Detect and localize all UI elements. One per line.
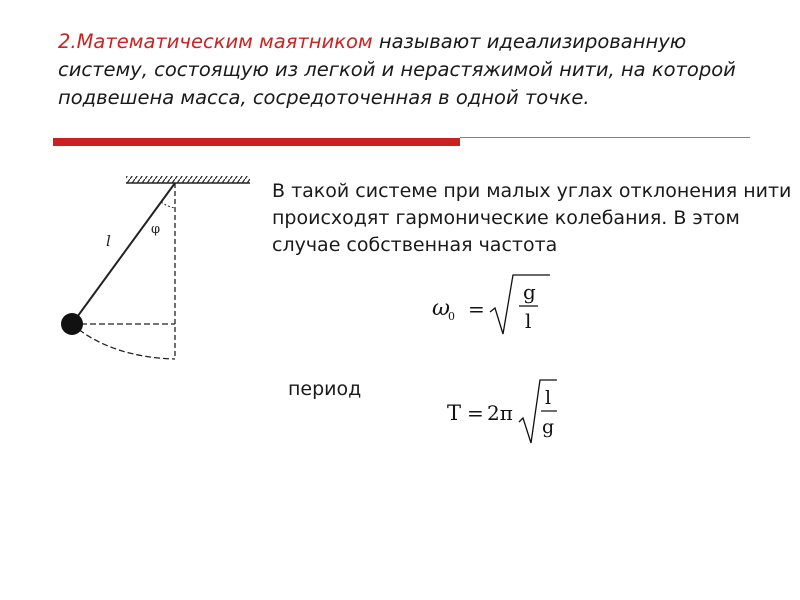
period-equals: =	[467, 401, 484, 425]
pendulum-string	[72, 183, 175, 324]
length-label: l	[106, 232, 111, 250]
heading-accent: 2.Математическим маятником	[58, 30, 373, 53]
period-label: период	[288, 378, 362, 400]
title-underline-thick	[53, 138, 460, 146]
period-symbol: T	[447, 401, 462, 425]
swing-arc	[72, 324, 175, 359]
title-underline-thin	[460, 137, 750, 138]
frequency-equals: =	[468, 297, 485, 321]
heading-rest: называют идеализированную систему, состоящую из легкой и нерастяжимой нити, на которой подвешена масса, сосредоточенная в одной точке.	[58, 30, 736, 109]
omega-symbol: ω	[432, 296, 450, 321]
slide-heading	[58, 28, 773, 112]
period-numerator: l	[545, 387, 552, 409]
frequency-radical	[490, 275, 550, 334]
frequency-formula	[430, 270, 550, 340]
frequency-numerator: g	[523, 280, 536, 304]
period-formula	[445, 375, 560, 447]
period-factor: 2π	[487, 401, 513, 425]
pendulum-diagram	[50, 165, 250, 365]
angle-label: φ	[151, 222, 161, 237]
angle-arc	[161, 202, 175, 208]
pendulum-bob	[61, 313, 83, 335]
omega-subscript: 0	[448, 310, 455, 323]
period-denominator: g	[542, 416, 555, 438]
ceiling-support	[126, 176, 250, 183]
explanation-text: В такой системе при малых углах отклонения нити происходят гармонические колебания. В этом случае собственная частота	[272, 180, 792, 256]
frequency-denominator: l	[525, 309, 532, 333]
